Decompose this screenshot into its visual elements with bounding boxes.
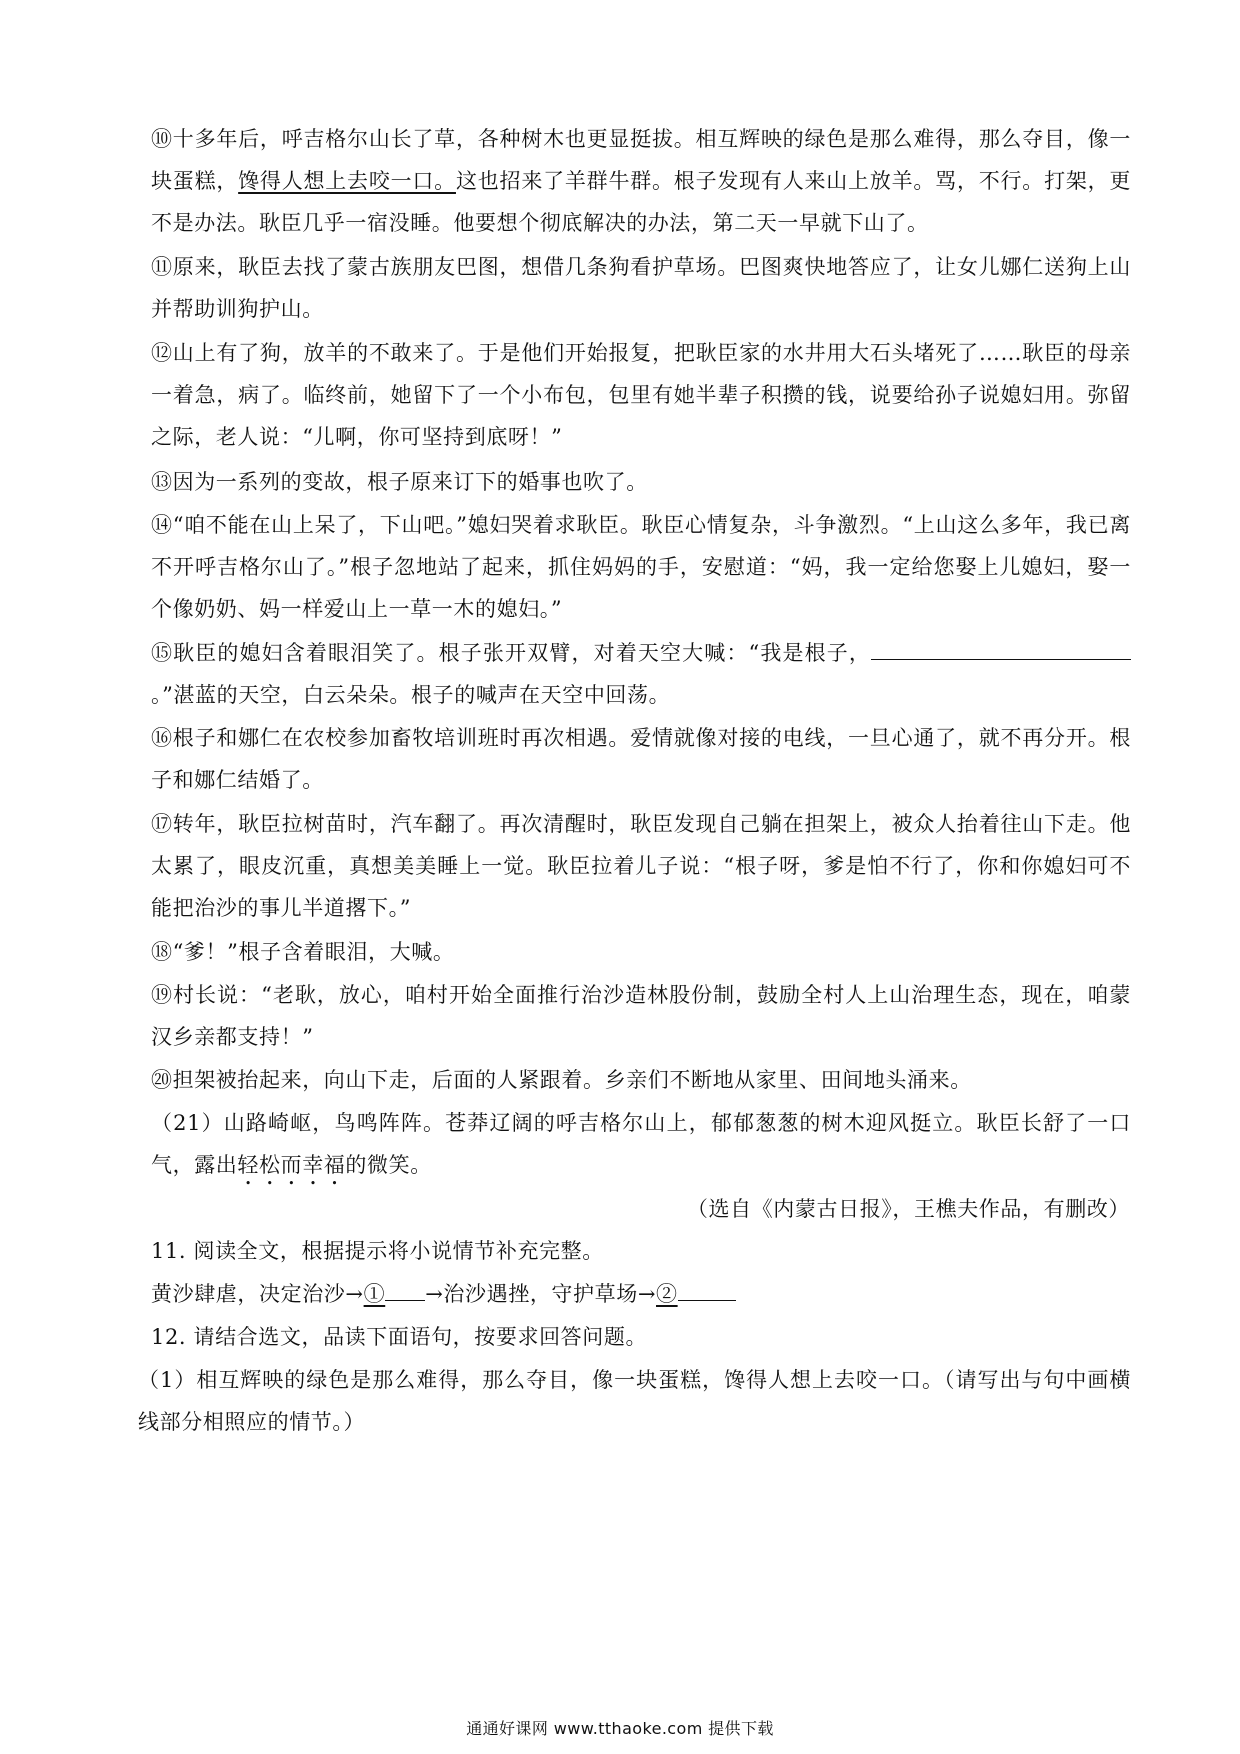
question-11-plot	[151, 1273, 1131, 1315]
paragraph-16: ⑯根子和娜仁在农校参加畜牧培训班时再次相遇。爱情就像对接的电线，一旦心通了，就不再分开。根子和娜仁结婚了。	[151, 726, 1131, 792]
paragraph-19: ⑲村长说：“老耿，放心，咱村开始全面推行治沙造林股份制，鼓励全村人上山治理生态，现在，咱蒙汉乡亲都支持！”	[151, 983, 1131, 1049]
paragraph-12: ⑫山上有了狗，放羊的不敢来了。于是他们开始报复，把耿臣家的水井用大石头堵死了……耿臣的母亲一着急，病了。临终前，她留下了一个小布包，包里有她半辈子积攒的钱，说要给孙子说媳妇用。弥留之际，老人说：“儿啊，你可坚持到底呀！”	[151, 341, 1131, 449]
paragraph-17: ⑰转年，耿臣拉树苗时，汽车翻了。再次清醒时，耿臣发现自己躺在担架上，被众人抬着往山下走。他太累了，眼皮沉重，真想美美睡上一觉。耿臣拉着儿子说：“根子呀，爹是怕不行了，你和你媳妇可不能把治沙的事儿半道撂下。”	[151, 812, 1131, 920]
emphasized-phrase: 轻松而幸福	[237, 1153, 346, 1177]
paragraph-21-text-a: （21）山路崎岖，鸟鸣阵阵。苍莽辽阔的呼吉格尔山上，郁郁葱葱的树木迎风挺立。耿臣长舒了一口气，露出	[151, 1111, 1131, 1177]
question-11: 11. 阅读全文，根据提示将小说情节补充完整。	[151, 1239, 604, 1263]
paragraph-15-text-b: 。”湛蓝的天空，白云朵朵。根子的喊声在天空中回荡。	[151, 683, 671, 707]
paragraph-18: ⑱“爹！”根子含着眼泪，大喊。	[151, 940, 455, 964]
plot-step-b: →治沙遇挫，守护草场→	[425, 1282, 657, 1306]
paragraph-21	[151, 1102, 1131, 1190]
paragraph-15	[151, 632, 1131, 716]
paragraph-13: ⑬因为一系列的变故，根子原来订下的婚事也吹了。	[151, 470, 648, 494]
paragraph-10	[151, 118, 1131, 244]
question-12-part-1: （1）相互辉映的绿色是那么难得，那么夺目，像一块蛋糕，馋得人想上去咬一口。（请写出与句中画横线部分相照应的情节。）	[138, 1368, 1131, 1434]
paragraph-11: ⑪原来，耿臣去找了蒙古族朋友巴图，想借几条狗看护草场。巴图爽快地答应了，让女儿娜仁送狗上山并帮助训狗护山。	[151, 255, 1131, 321]
plot-blank-1-line[interactable]	[385, 1280, 425, 1301]
paragraph-20: ⑳担架被抬起来，向山下走，后面的人紧跟着。乡亲们不断地从家里、田间地头涌来。	[151, 1068, 972, 1092]
paragraph-21-text-b: 的微笑。	[345, 1153, 432, 1177]
plot-step-a: 黄沙肆虐，决定治沙→	[151, 1282, 364, 1306]
paragraph-10-text-b: 这也招来了羊群牛群。根子发现有人来山上放羊。骂，不行。打架，更不是办法。耿臣几乎一宿没睡。他要想个彻底解决的办法，第二天一早就下山了。	[151, 169, 1132, 235]
answer-blank[interactable]	[871, 639, 1131, 660]
underlined-sentence: 馋得人想上去咬一口。	[238, 169, 456, 193]
question-12: 12. 请结合选文，品读下面语句，按要求回答问题。	[151, 1325, 648, 1349]
plot-blank-2-line[interactable]	[678, 1280, 736, 1301]
plot-blank-2[interactable]: ②	[656, 1282, 678, 1306]
page-footer: 通通好课网 www.tthaoke.com 提供下载	[466, 1719, 774, 1738]
paragraph-15-text-a: ⑮耿臣的媳妇含着眼泪笑了。根子张开双臂，对着天空大喊：“我是根子，	[151, 641, 871, 665]
plot-blank-1[interactable]: ①	[363, 1282, 386, 1306]
paragraph-10-text-a: ⑩十多年后，呼吉格尔山长了草，各种树木也更显挺拔。相互辉映的绿色是那么难得，那么夺目，像一块蛋糕，	[151, 127, 1131, 193]
paragraph-14: ⑭“咱不能在山上呆了，下山吧。”媳妇哭着求耿臣。耿臣心情复杂，斗争激烈。“上山这么多年，我已离不开呼吉格尔山了。”根子忽地站了起来，抓住妈妈的手，安慰道：“妈，我一定给您娶上儿媳妇，娶一个像奶奶、妈一样爱山上一草一木的媳妇。”	[151, 513, 1131, 621]
source-citation: （选自《内蒙古日报》，王樵夫作品，有删改）	[686, 1197, 1130, 1221]
